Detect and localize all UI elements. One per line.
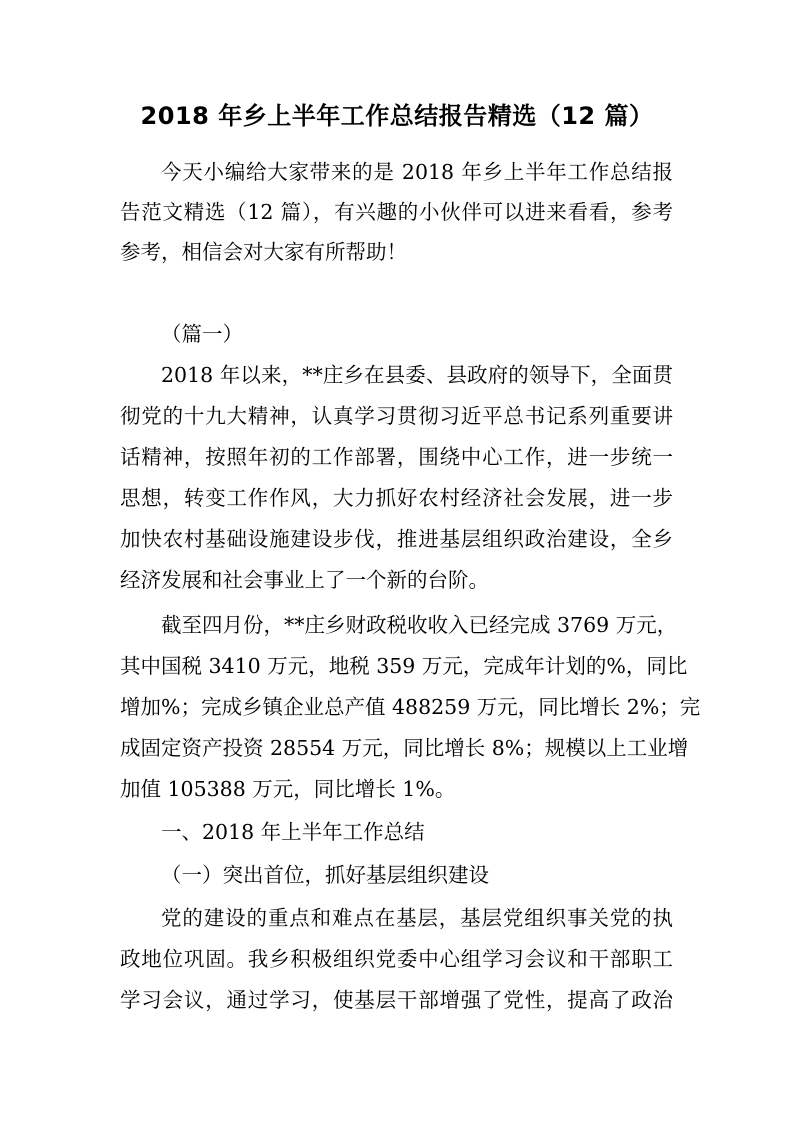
paragraph-1-line-6: 经济发展和社会事业上了一个新的台阶。 xyxy=(120,568,489,592)
section-heading-summary: 一、2018 年上半年工作总结 xyxy=(161,820,425,844)
intro-line-2: 告范文精选（12 篇），有兴趣的小伙伴可以进来看看，参考 xyxy=(120,200,673,224)
paragraph-1-line-4: 思想，转变工作作风，大力抓好农村经济社会发展，进一步 xyxy=(120,486,673,510)
paragraph-3-line-2: 政地位巩固。我乡积极组织党委中心组学习会议和干部职工 xyxy=(120,947,673,971)
section-heading-part-one: （篇一） xyxy=(161,322,243,346)
intro-line-3: 参考，相信会对大家有所帮助！ xyxy=(120,240,407,264)
intro-line-1: 今天小编给大家带来的是 2018 年乡上半年工作总结报 xyxy=(161,160,673,184)
paragraph-2-line-2: 其中国税 3410 万元，地税 359 万元，完成年计划的%，同比 xyxy=(120,654,688,678)
paragraph-1-line-3: 话精神，按照年初的工作部署，围绕中心工作，进一步统一 xyxy=(120,445,673,469)
paragraph-2-line-5: 加值 105388 万元，同比增长 1%。 xyxy=(120,777,456,801)
paragraph-1-line-1: 2018 年以来，**庄乡在县委、县政府的领导下，全面贯 xyxy=(161,363,673,387)
paragraph-2-line-3: 增加%；完成乡镇企业总产值 488259 万元，同比增长 2%；完 xyxy=(120,695,701,719)
paragraph-2-line-1: 截至四月份，**庄乡财政税收收入已经完成 3769 万元， xyxy=(161,613,678,637)
paragraph-3-line-1: 党的建设的重点和难点在基层，基层党组织事关党的执 xyxy=(161,906,673,930)
paragraph-1-line-5: 加快农村基础设施建设步伐，推进基层组织政治建设，全乡 xyxy=(120,527,673,551)
document-title: 2018 年乡上半年工作总结报告精选（12 篇） xyxy=(140,102,654,130)
subsection-heading-organization: （一）突出首位，抓好基层组织建设 xyxy=(161,863,489,887)
paragraph-3-line-3: 学习会议，通过学习，使基层干部增强了党性，提高了政治 xyxy=(120,988,673,1012)
paragraph-2-line-4: 成固定资产投资 28554 万元，同比增长 8%；规模以上工业增 xyxy=(120,736,689,760)
paragraph-1-line-2: 彻党的十九大精神，认真学习贯彻习近平总书记系列重要讲 xyxy=(120,404,673,428)
